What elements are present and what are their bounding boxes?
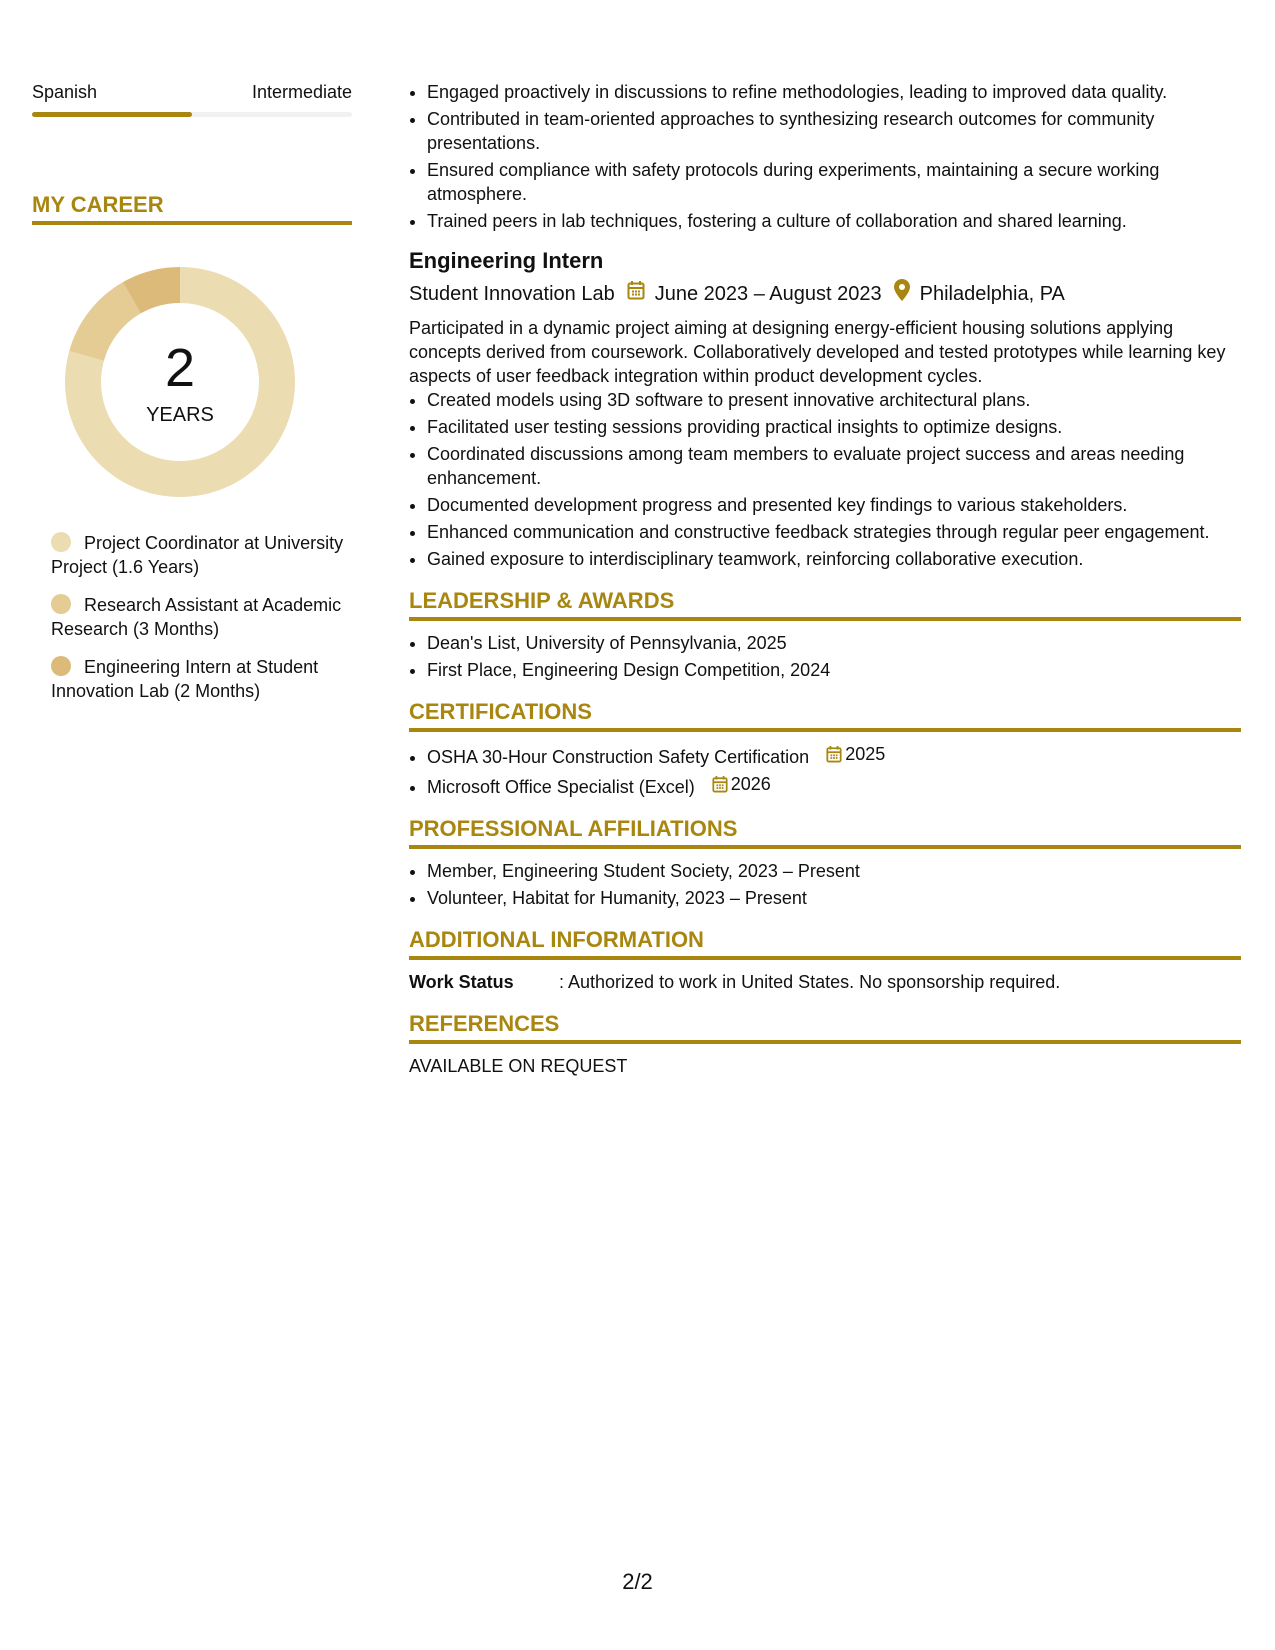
career-donut-chart [65,267,295,497]
legend-item [51,593,352,641]
references-heading: REFERENCES [409,1010,1241,1044]
list-item [427,772,1241,799]
certification-year: 2026 [730,774,771,794]
list-item: • Enhanced communication and constructive feedback strategies through regular peer engagement. [427,520,1241,544]
certification-name: OSHA 30-Hour Construction Safety Certification [427,747,810,767]
list-item: • Coordinated discussions among team members to evaluate project success and areas needing enhancement. [427,442,1241,490]
language-proficiency-fill [32,112,192,117]
career-heading: MY CAREER [32,191,352,225]
list-item: • Documented development progress and presented key findings to various stakeholders. [427,493,1241,517]
legend-item [51,655,352,703]
career-total-value: 2 [164,338,196,398]
affiliations-heading: PROFESSIONAL AFFILIATIONS [409,815,1241,849]
list-item: • Dean's List, University of Pennsylvania, 2025 [427,631,1241,655]
work-status-row [409,970,1241,994]
legend-item [51,531,352,579]
job-description: Participated in a dynamic project aiming at designing energy-efficient housing solutions applying concepts derived from coursework. Collaboratively developed and tested prototypes while learning key aspects of user feedback integration within product development cycles. [409,318,1226,386]
list-item: • Ensured compliance with safety protocols during experiments, maintaining a secure working atmosphere. [427,158,1241,206]
career-legend [51,531,352,703]
language-name: Spanish [32,82,98,102]
legend-label: Engineering Intern at Student Innovation Lab (2 Months) [51,657,319,701]
job-dates: June 2023 – August 2023 [654,282,882,305]
list-item: • Member, Engineering Student Society, 2023 – Present [427,859,1241,883]
job-title: Engineering Intern [409,248,604,273]
legend-label: Research Assistant at Academic Research (3 Months) [51,595,342,639]
page-number: 2/2 [622,1569,653,1594]
list-item: • Contributed in team-oriented approaches to synthesizing research outcomes for community presentations. [427,107,1241,155]
list-item: • Trained peers in lab techniques, fostering a culture of collaboration and shared learning. [427,209,1241,233]
right-column [409,80,1241,1078]
work-status-label: Work Status [409,972,514,992]
language-level: Intermediate [251,82,352,102]
list-item: • Volunteer, Habitat for Humanity, 2023 – Present [427,886,1241,910]
certification-year-wrap [712,772,771,796]
calendar-icon [826,745,842,763]
certification-year-wrap [826,742,885,766]
legend-label: Project Coordinator at University Project (1.6 Years) [51,533,344,577]
list-item: • Created models using 3D software to present innovative architectural plans. [427,388,1241,412]
certification-year: 2025 [845,744,886,764]
calendar-icon [712,775,728,793]
language-proficiency-bar [32,112,352,117]
references-text: AVAILABLE ON REQUEST [409,1056,628,1076]
work-status-value: : Authorized to work in United States. No sponsorship required. [559,972,1061,992]
leadership-heading: LEADERSHIP & AWARDS [409,587,1241,621]
map-pin-icon [894,279,910,308]
legend-dot [51,532,71,552]
list-item: • First Place, Engineering Design Competition, 2024 [427,658,1241,682]
calendar-icon [627,280,645,307]
list-item: • Engaged proactively in discussions to refine methodologies, leading to improved data quality. [427,80,1241,104]
legend-dot [51,594,71,614]
previous-job-bullets [409,80,1241,233]
additional-info-heading: ADDITIONAL INFORMATION [409,926,1241,960]
certifications-heading: CERTIFICATIONS [409,698,1241,732]
legend-dot [51,656,71,676]
career-total-unit: YEARS [146,404,214,426]
list-item: • Gained exposure to interdisciplinary teamwork, reinforcing collaborative execution. [427,547,1241,571]
affiliations-list [409,859,1241,910]
language-row [32,80,352,104]
job-location: Philadelphia, PA [919,282,1065,305]
certification-name: Microsoft Office Specialist (Excel) [427,777,695,797]
list-item [427,742,1241,769]
left-column [32,80,352,717]
job-company: Student Innovation Lab [409,282,615,305]
certifications-list [409,742,1241,799]
list-item: • Facilitated user testing sessions providing practical insights to optimize designs. [427,415,1241,439]
leadership-list [409,631,1241,682]
job-meta [409,279,1241,308]
job-bullets [409,388,1241,571]
